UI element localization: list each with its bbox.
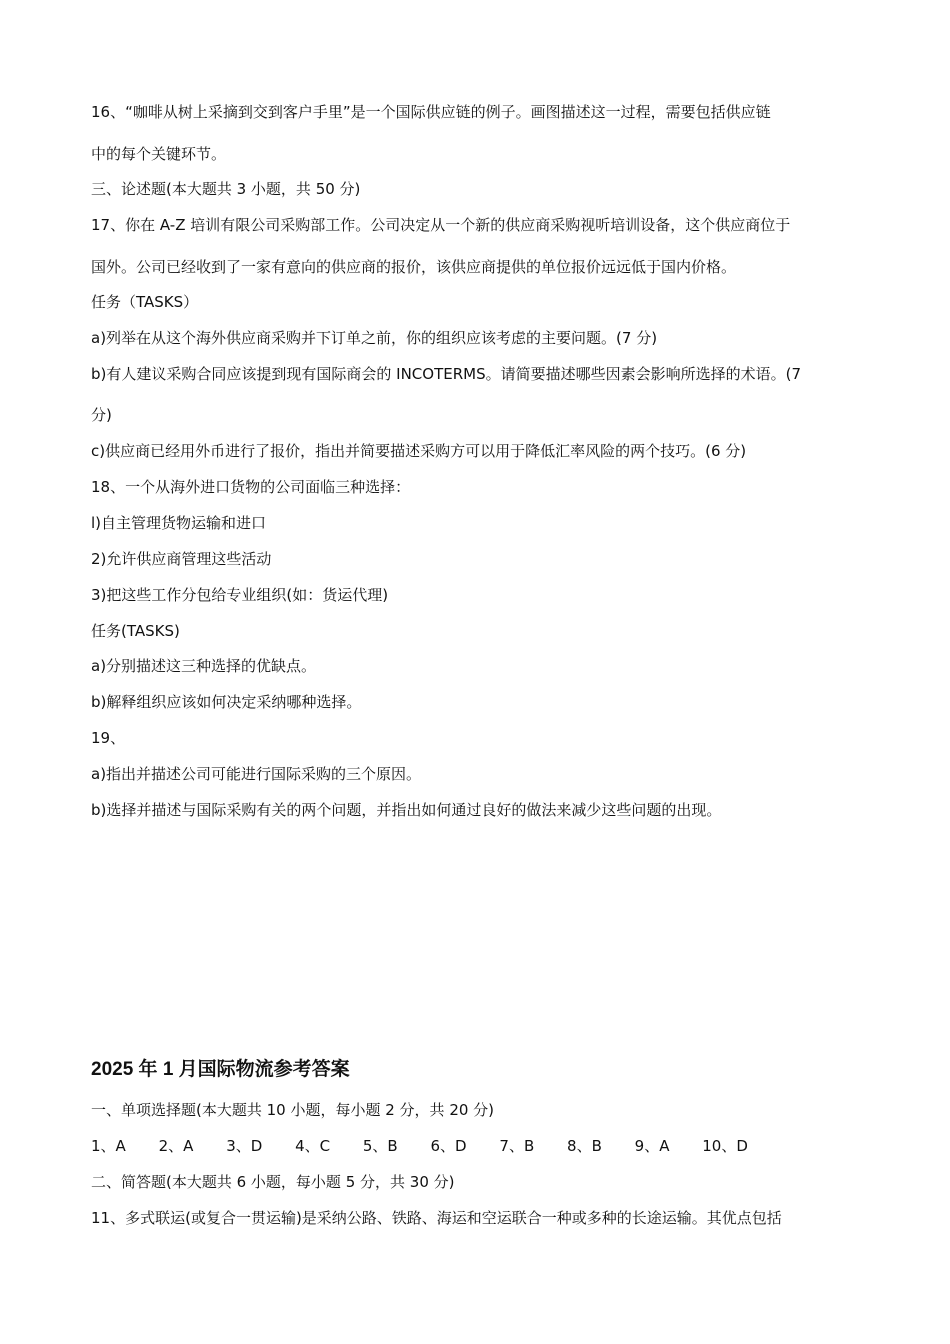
question-19-task-a: a)指出并描述公司可能进行国际采购的三个原因。: [91, 765, 422, 783]
question-18-option-3: 3)把这些工作分包给专业组织(如：货运代理): [91, 586, 389, 604]
question-18-option-2: 2)允许供应商管理这些活动: [91, 550, 272, 568]
question-18-task-a: a)分别描述这三种选择的优缺点。: [91, 657, 317, 675]
mcq-answer: 6、D: [430, 1137, 467, 1155]
question-17-task-a: a)列举在从这个海外供应商采购并下订单之前，你的组织应该考虑的主要问题。(7 分): [91, 329, 658, 347]
question-17-task-b-line-1: b)有人建议采购合同应该提到现有国际商会的 INCOTERMS。请简要描述哪些因素会影响所选择的术语。(7: [91, 365, 801, 383]
mcq-answer: 8、B: [567, 1137, 602, 1155]
question-17-tasks: 任务（TASKS）: [91, 293, 199, 311]
mcq-answer: 7、B: [499, 1137, 535, 1155]
mcq-answer: 5、B: [362, 1137, 398, 1155]
mcq-answer: 4、C: [295, 1137, 331, 1155]
question-19-number: 19、: [91, 729, 126, 747]
question-19-task-b: b)选择并描述与国际采购有关的两个问题，并指出如何通过良好的做法来减少这些问题的出现。: [91, 801, 722, 819]
question-16-line-1: 16、“咖啡从树上采摘到交到客户手里”是一个国际供应链的例子。画图描述这一过程，需要包括供应链: [91, 103, 771, 121]
question-18-option-1: l)自主管理货物运输和进口: [91, 514, 267, 532]
mcq-answer: 9、A: [634, 1137, 670, 1155]
answers-section-2-title: 二、简答题(本大题共 6 小题，每小题 5 分，共 30 分): [91, 1173, 455, 1191]
answer-11-line-1: 11、多式联运(或复合一贯运输)是采纳公路、铁路、海运和空运联合一种或多种的长途运输。其优点包括: [91, 1209, 782, 1227]
mcq-answers-row: [91, 1136, 776, 1156]
question-18-task-b: b)解释组织应该如何决定采纳哪种选择。: [91, 693, 362, 711]
question-17-task-b-line-2: 分): [91, 406, 112, 424]
question-18-tasks: 任务(TASKS): [91, 622, 180, 640]
mcq-answer: 3、D: [226, 1137, 263, 1155]
answers-section-1-title: 一、单项选择题(本大题共 10 小题，每小题 2 分，共 20 分): [91, 1101, 495, 1119]
answers-title: 2025 年 1 月国际物流参考答案: [91, 1059, 350, 1080]
question-17-task-c: c)供应商已经用外币进行了报价，指出并简要描述采购方可以用于降低汇率风险的两个技巧。(6 分): [91, 442, 747, 460]
mcq-answer: 1、A: [91, 1137, 126, 1155]
section-3-title: 三、论述题(本大题共 3 小题，共 50 分): [91, 180, 361, 198]
mcq-answer: 2、A: [158, 1137, 194, 1155]
question-16-line-2: 中的每个关键环节。: [91, 145, 227, 163]
mcq-answer: 10、D: [702, 1137, 748, 1155]
question-17-line-1: 17、你在 A-Z 培训有限公司采购部工作。公司决定从一个新的供应商采购视听培训设备，这个供应商位于: [91, 216, 791, 234]
question-17-line-2: 国外。公司已经收到了一家有意向的供应商的报价，该供应商提供的单位报价远远低于国内价格。: [91, 258, 737, 276]
question-18-line-1: 18、一个从海外进口货物的公司面临三种选择：: [91, 478, 411, 496]
